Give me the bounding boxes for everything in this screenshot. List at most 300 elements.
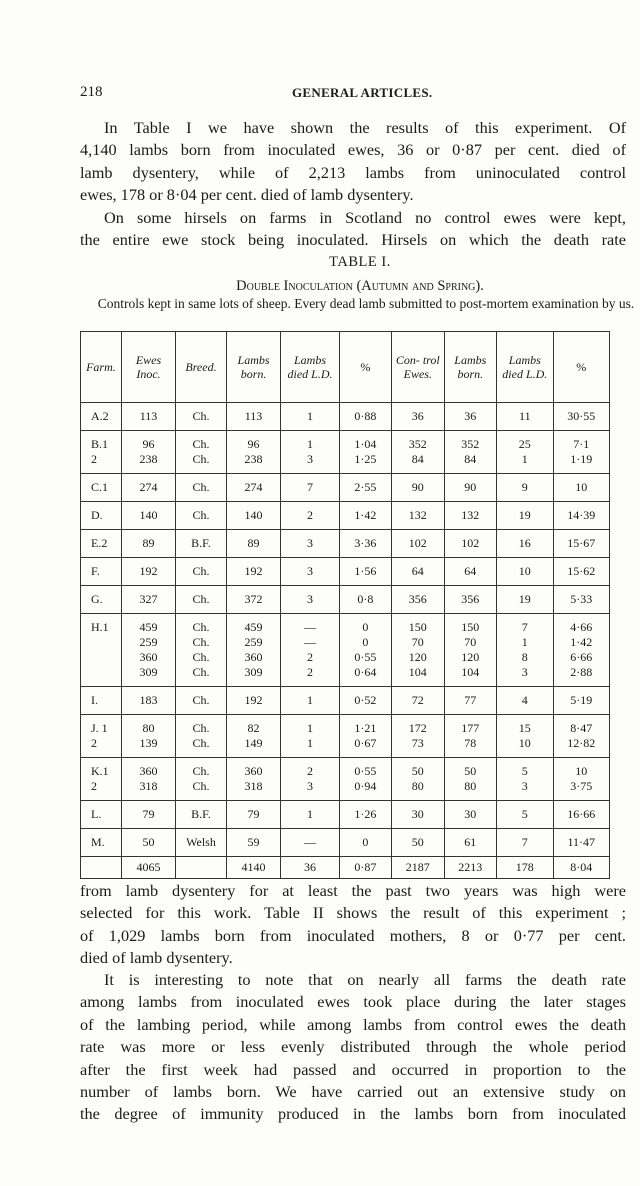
col-header-control-lambs-born: Lambs born. [444,332,497,403]
cell-value: 192 [244,564,263,578]
cell-value: 50 [411,764,424,778]
cell-value: 70 [411,635,424,649]
table-row [81,715,610,758]
col-header-farm: Farm. [81,332,122,403]
cell-value: 1·26 [354,807,377,821]
cell-ctrl [392,614,444,687]
text-line: died of lamb dysentery. [80,948,233,968]
cell-value: L. [91,807,102,821]
text-line: the degree of immunity produced in the lambs born from inoculated [80,1104,626,1124]
cell-value: 192 [244,693,263,707]
table-title: Double Inoculation (Autumn and Spring). [236,278,484,294]
cell-value: 30 [411,807,424,821]
cell-value: 10 [575,480,588,494]
cell-ctrl [392,715,444,758]
cell-ewes [121,614,175,687]
table-row [81,801,610,829]
cell-pct [339,403,391,431]
cell-cborn [444,403,497,431]
cell-value: 327 [139,592,158,606]
cell-value: 80 [464,779,477,793]
cell-value: 3 [521,665,528,679]
cell-ctrl [392,530,444,558]
cell-breed [176,801,227,829]
cell-pct [339,614,391,687]
paragraph-hirsels [80,207,626,252]
text-line: the entire ewe stock being inoculated. Hirsels on which the death rate [80,230,626,250]
cell-value: 77 [464,693,477,707]
cell-ewes [121,687,175,715]
cell-value: 1·56 [354,564,377,578]
cell-value: 318 [244,779,263,793]
table-row [81,502,610,530]
cell-value: 1 [307,409,313,423]
cell-value: Ch. [192,779,210,793]
table-row [81,431,610,474]
text-line: of the lambing period, while among lambs from control ewes the death [80,1014,626,1034]
cell-ewes [121,829,175,857]
cell-value: Ch. [192,635,210,649]
cell-farm [81,502,122,530]
cell-value: 78 [464,736,477,750]
cell-value: 2 [307,508,313,522]
cell-pct [339,801,391,829]
table-row [81,758,610,801]
cell-died [281,715,339,758]
cell-value: 50 [142,835,155,849]
cell-value: 84 [411,452,424,466]
cell-value [91,635,118,650]
cell-value: 238 [139,452,158,466]
cell-value: 0·52 [354,693,377,707]
cell-value: 15 [518,721,531,735]
cell-value: 140 [139,508,158,522]
cell-value: 360 [139,764,158,778]
cell-ctrl [392,758,444,801]
cell-value: 2 [91,452,97,466]
cell-value: 360 [139,650,158,664]
cell-value: 36 [464,409,477,423]
cell-born [226,474,281,502]
cell-value: 15·67 [567,536,596,550]
cell-value: 3 [307,452,313,466]
cell-breed [176,431,227,474]
cell-value: 3·75 [570,779,593,793]
cell-value: J. 1 [91,721,108,735]
cell-value: 1 [307,807,313,821]
cell-value: 104 [408,665,427,679]
cell-breed [176,687,227,715]
cell-value: I. [91,693,98,707]
cell-farm [81,801,122,829]
cell-ctrl [392,687,444,715]
cell-value: 7 [521,620,528,634]
cell-pct [339,530,391,558]
cell-cdied [497,403,553,431]
cell-died [281,614,339,687]
cell-ctrl [392,586,444,614]
cell-breed [176,530,227,558]
cell-breed [176,829,227,857]
cell-value: 1 [307,721,313,735]
col-header-percent: % [339,332,391,403]
cell-pct [339,431,391,474]
paragraph-immunity [80,969,626,1126]
cell-ewes [121,558,175,586]
cell-value: 0·88 [354,409,377,423]
cell-cpct [553,474,609,502]
cell-value: 0 [362,635,369,649]
cell-breed [176,586,227,614]
cell-farm [81,687,122,715]
cell-value: 84 [464,452,477,466]
cell-breed [176,558,227,586]
cell-died [281,474,339,502]
cell-farm [81,530,122,558]
cell-value: 183 [139,693,158,707]
cell-value: 149 [244,736,263,750]
cell-born [226,558,281,586]
cell-cpct [553,431,609,474]
cell-cborn [444,614,497,687]
cell-cdied [497,502,553,530]
cell-value: — [304,635,316,649]
cell-cpct [553,758,609,801]
cell-value: 259 [139,635,158,649]
cell-value: 3 [307,564,313,578]
cell-value: C.1 [91,480,109,494]
cell-value: 30 [464,807,477,821]
cell-value: 102 [408,536,427,550]
cell-pct [339,474,391,502]
cell-value: Ch. [192,592,210,606]
cell-value: 2 [307,764,313,778]
col-header-control-ewes: Con- trol Ewes. [392,332,444,403]
cell-value: 132 [408,508,427,522]
cell-value: 0·94 [354,779,377,793]
cell-pct [339,502,391,530]
cell-farm [81,614,122,687]
text-line: from lamb dysentery for at least the past two years was high were [80,881,626,900]
cell-value: 459 [139,620,158,634]
cell-value: 90 [464,480,477,494]
cell-born [226,530,281,558]
cell-born [226,502,281,530]
cell-value: 1·04 [354,437,377,451]
cell-ewes [121,586,175,614]
table-row [81,586,610,614]
cell-value: 172 [408,721,427,735]
cell-cpct [553,614,609,687]
cell-value: 360 [244,650,263,664]
running-header [80,84,600,104]
cell-died [281,431,339,474]
cell-value: 5 [521,764,528,778]
table-row [81,687,610,715]
cell-born [226,586,281,614]
table-row [81,614,610,687]
cell-value: M. [91,835,105,849]
cell-value: 2·88 [570,665,593,679]
cell-value: 140 [244,508,263,522]
cell-ctrl [392,431,444,474]
cell-cpct [553,530,609,558]
cell-value [91,650,118,665]
table-row [81,829,610,857]
cell-value: 113 [139,409,158,423]
cell-value: 90 [411,480,424,494]
cell-value: 11 [519,409,531,423]
cell-ewes [121,403,175,431]
cell-value: 0·55 [354,764,377,778]
cell-ewes [121,758,175,801]
cell-value: 59 [247,835,260,849]
cell-farm [81,558,122,586]
cell-value: A.2 [91,409,109,423]
cell-cborn [444,801,497,829]
cell-value: K.1 [91,764,109,778]
cell-cborn [444,586,497,614]
col-header-lambs-died: Lambs died L.D. [281,332,339,403]
total-ctrl: 2187 [392,857,444,879]
cell-pct [339,829,391,857]
cell-cdied [497,474,553,502]
cell-value: 113 [244,409,263,423]
cell-value: 1 [307,437,313,451]
cell-value: 8 [521,650,528,664]
cell-died [281,801,339,829]
cell-value: 274 [139,480,158,494]
text-line: rate was more or less evenly distributed through the whole period [80,1037,626,1057]
cell-value: 318 [139,779,158,793]
cell-value: 30·55 [567,409,596,423]
cell-value: 0 [362,620,369,634]
cell-value: 89 [247,536,260,550]
cell-cdied [497,715,553,758]
cell-value: — [304,620,316,634]
cell-ctrl [392,403,444,431]
cell-value: 19 [518,592,531,606]
cell-value: 72 [411,693,424,707]
table-row [81,530,610,558]
cell-value: 89 [142,536,155,550]
cell-died [281,502,339,530]
cell-value: 360 [244,764,263,778]
cell-cborn [444,715,497,758]
text-line: It is interesting to note that on nearly all farms the death rate [104,970,626,989]
cell-value: Ch. [192,665,210,679]
cell-value: 10 [575,764,588,778]
text-line: ewes, 178 or 8·04 per cent. died of lamb dysentery. [80,185,414,205]
cell-value: Ch. [192,452,210,466]
cell-value: 79 [142,807,155,821]
cell-ewes [121,431,175,474]
text-line: In Table I we have shown the results of this experiment. Of [104,118,626,137]
table-note: Controls kept in same lots of sheep. Every dead lamb submitted to post-mortem examination by us. [97,296,635,311]
cell-value: 2 [307,650,313,664]
cell-breed [176,614,227,687]
cell-died [281,829,339,857]
total-ewes: 4065 [121,857,175,879]
cell-born [226,758,281,801]
cell-pct [339,715,391,758]
cell-value: 7 [307,480,313,494]
cell-cpct [553,586,609,614]
cell-value: 6·66 [570,650,593,664]
running-title: GENERAL ARTICLES. [292,85,433,100]
cell-ctrl [392,829,444,857]
cell-value: 19 [518,508,531,522]
cell-value: 459 [244,620,263,634]
cell-cborn [444,829,497,857]
cell-farm [81,829,122,857]
total-cpct: 8·04 [553,857,609,879]
cell-value: 7 [521,835,528,849]
cell-value: 3·36 [354,536,377,550]
cell-breed [176,502,227,530]
cell-value: Welsh [186,835,216,849]
table-row [81,558,610,586]
cell-value: Ch. [192,736,210,750]
cell-value: 64 [464,564,477,578]
cell-value: 356 [461,592,480,606]
cell-value: F. [91,564,100,578]
cell-value: 120 [461,650,480,664]
cell-value: 0·55 [354,650,377,664]
cell-cpct [553,687,609,715]
cell-value: 0·67 [354,736,377,750]
cell-value: 16·66 [567,807,596,821]
table-header-row [81,332,610,403]
col-header-ewes-inoc: Ewes Inoc. [121,332,175,403]
total-breed [176,857,227,879]
cell-cdied [497,586,553,614]
cell-value: Ch. [192,650,210,664]
cell-value: 0 [362,835,369,849]
cell-value: B.F. [191,536,211,550]
cell-value: 1·42 [354,508,377,522]
cell-value: 352 [408,437,427,451]
text-line: of 1,029 lambs born from inoculated mothers, 8 or 0·77 per cent. [80,925,626,945]
cell-value: 1·21 [354,721,377,735]
cell-value: 82 [247,721,260,735]
cell-value: 1 [521,452,528,466]
paragraph-results [80,117,626,207]
cell-pct [339,687,391,715]
cell-breed [176,758,227,801]
page-number: 218 [80,84,103,100]
col-header-lambs-born: Lambs born. [226,332,281,403]
cell-value: Ch. [192,508,210,522]
cell-value: 3 [307,779,313,793]
cell-ewes [121,474,175,502]
cell-value: 120 [408,650,427,664]
cell-value: 1·42 [570,635,593,649]
cell-pct [339,586,391,614]
cell-value: 132 [461,508,480,522]
cell-value: 309 [244,665,263,679]
cell-value: 192 [139,564,158,578]
cell-cborn [444,431,497,474]
total-pct: 0·87 [339,857,391,879]
cell-ctrl [392,801,444,829]
cell-breed [176,474,227,502]
table-row [81,403,610,431]
cell-value: 104 [461,665,480,679]
cell-value: 1 [521,635,528,649]
cell-value: 3 [307,536,313,550]
cell-value: Ch. [192,409,210,423]
cell-cborn [444,558,497,586]
cell-value: 309 [139,665,158,679]
cell-value: 5·33 [570,592,593,606]
cell-value: 259 [244,635,263,649]
cell-cdied [497,431,553,474]
paragraph-table-ii [80,880,626,970]
cell-value: 80 [411,779,424,793]
cell-farm [81,474,122,502]
cell-farm [81,586,122,614]
cell-breed [176,715,227,758]
cell-value: Ch. [192,437,210,451]
cell-value: 80 [142,721,155,735]
cell-born [226,431,281,474]
cell-value: 96 [247,437,260,451]
col-header-control-lambs-died: Lambs died L.D. [497,332,553,403]
total-died: 36 [281,857,339,879]
cell-farm [81,403,122,431]
col-header-control-percent: % [553,332,609,403]
cell-farm [81,431,122,474]
cell-value: 139 [139,736,158,750]
cell-value: 7·1 [573,437,590,451]
text-line: selected for this work. Table II shows the result of this experiment ; [80,903,626,923]
text-line: among lambs from inoculated ewes took place during the later stages [80,992,626,1012]
cell-died [281,586,339,614]
col-header-breed: Breed. [176,332,227,403]
cell-value: 0·8 [357,592,374,606]
cell-died [281,403,339,431]
cell-value: Ch. [192,764,210,778]
cell-value: 15·62 [567,564,596,578]
cell-born [226,829,281,857]
cell-value: 25 [518,437,531,451]
cell-value: 2 [91,779,97,793]
cell-value: 2 [91,736,97,750]
cell-value: 1 [307,693,313,707]
cell-died [281,558,339,586]
total-farm [81,857,122,879]
cell-cdied [497,687,553,715]
cell-died [281,530,339,558]
cell-value: 36 [411,409,424,423]
cell-value: 96 [142,437,155,451]
cell-value: 9 [521,480,528,494]
cell-value: 50 [411,835,424,849]
cell-ewes [121,530,175,558]
cell-value: 70 [464,635,477,649]
cell-value: 5 [521,807,528,821]
cell-value: — [304,835,316,849]
cell-value: 177 [461,721,480,735]
cell-cpct [553,829,609,857]
cell-farm [81,715,122,758]
cell-value: 11·47 [567,835,596,849]
cell-cborn [444,502,497,530]
cell-ewes [121,715,175,758]
cell-value: 274 [244,480,263,494]
cell-cdied [497,614,553,687]
